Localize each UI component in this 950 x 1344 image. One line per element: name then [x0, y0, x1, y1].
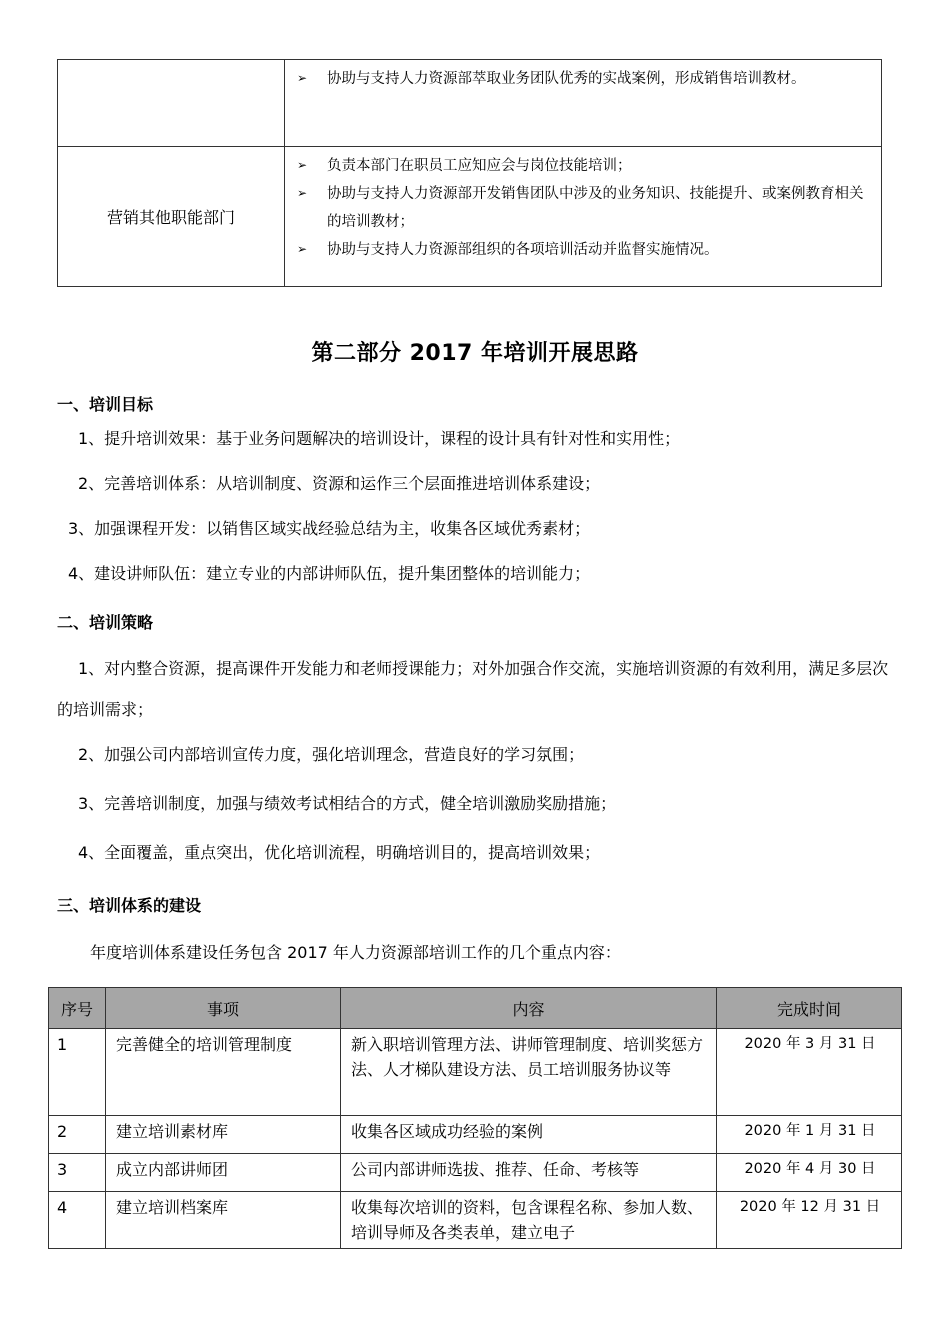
dept-cell: 营销其他职能部门 — [58, 147, 285, 287]
section-heading-system: 三、培训体系的建设 — [57, 896, 202, 915]
cell-item: 建立培训档案库 — [106, 1192, 341, 1249]
column-header: 序号 — [49, 988, 106, 1029]
section-heading-strategy: 二、培训策略 — [57, 613, 154, 632]
duty-item — [297, 236, 867, 264]
duties-cell — [285, 147, 882, 287]
arrow-bullet-icon: ➢ — [297, 71, 308, 85]
cell-date: 2020 年 12 月 31 日 — [717, 1192, 902, 1249]
cell-item: 完善健全的培训管理制度 — [106, 1029, 341, 1116]
cell-content: 收集各区域成功经验的案例 — [341, 1116, 717, 1154]
strategy-item: 2、加强公司内部培训宣传力度，强化培训理念，营造良好的学习氛围； — [78, 745, 585, 764]
arrow-bullet-icon: ➢ — [297, 158, 308, 172]
strategy-item: 1、对内整合资源，提高课件开发能力和老师授课能力；对外加强合作交流，实施培训资源的有效利用，满足多层次的培训需求； — [57, 659, 889, 719]
duty-list — [285, 60, 881, 93]
duty-item — [297, 152, 867, 180]
cell-no: 1 — [49, 1029, 106, 1116]
duty-list — [285, 147, 881, 264]
table-row — [49, 1154, 902, 1192]
cell-content: 公司内部讲师选拔、推荐、任命、考核等 — [341, 1154, 717, 1192]
dept-cell — [58, 60, 285, 147]
responsibility-table — [57, 59, 882, 287]
cell-content: 新入职培训管理方法、讲师管理制度、培训奖惩方法、人才梯队建设方法、员工培训服务协议等 — [341, 1029, 717, 1116]
duty-item — [297, 180, 867, 236]
column-header: 完成时间 — [717, 988, 902, 1029]
cell-content: 收集每次培训的资料，包含课程名称、参加人数、培训导师及各类表单，建立电子 — [341, 1192, 717, 1249]
arrow-bullet-icon: ➢ — [297, 186, 308, 200]
section-intro: 年度培训体系建设任务包含 2017 年人力资源部培训工作的几个重点内容： — [90, 943, 621, 962]
duty-text: 协助与支持人力资源部萃取业务团队优秀的实战案例，形成销售培训教材。 — [327, 71, 806, 87]
table-row — [58, 147, 882, 287]
strategy-item: 3、完善培训制度，加强与绩效考试相结合的方式，健全培训激励奖励措施； — [78, 794, 617, 813]
duty-text: 负责本部门在职员工应知应会与岗位技能培训； — [327, 158, 632, 174]
duty-text: 协助与支持人力资源部开发销售团队中涉及的业务知识、技能提升、或案例教育相关的培训教材； — [327, 186, 864, 230]
table-row — [49, 1029, 902, 1116]
cell-date: 2020 年 4 月 30 日 — [717, 1154, 902, 1192]
cell-no: 4 — [49, 1192, 106, 1249]
section-heading-goals: 一、培训目标 — [57, 395, 154, 414]
table-row — [58, 60, 882, 147]
cell-item: 建立培训素材库 — [106, 1116, 341, 1154]
part-title: 第二部分 2017 年培训开展思路 — [311, 341, 639, 366]
goal-item: 2、完善培训体系：从培训制度、资源和运作三个层面推进培训体系建设； — [78, 474, 601, 493]
cell-date: 2020 年 1 月 31 日 — [717, 1116, 902, 1154]
table-row — [49, 1192, 902, 1249]
table-header-row — [49, 988, 902, 1029]
arrow-bullet-icon: ➢ — [297, 242, 308, 256]
cell-item: 成立内部讲师团 — [106, 1154, 341, 1192]
duties-cell — [285, 60, 882, 147]
goal-item: 4、建设讲师队伍：建立专业的内部讲师队伍，提升集团整体的培训能力； — [68, 564, 591, 583]
duty-item — [297, 65, 867, 93]
duty-text: 协助与支持人力资源部组织的各项培训活动并监督实施情况。 — [327, 242, 719, 258]
table-row — [49, 1116, 902, 1154]
plan-table — [48, 987, 902, 1249]
column-header: 内容 — [341, 988, 717, 1029]
cell-no: 2 — [49, 1116, 106, 1154]
cell-no: 3 — [49, 1154, 106, 1192]
column-header: 事项 — [106, 988, 341, 1029]
cell-date: 2020 年 3 月 31 日 — [717, 1029, 902, 1116]
goal-item: 1、提升培训效果：基于业务问题解决的培训设计，课程的设计具有针对性和实用性； — [78, 429, 681, 448]
strategy-item: 4、全面覆盖，重点突出，优化培训流程，明确培训目的，提高培训效果； — [78, 843, 601, 862]
goal-item: 3、加强课程开发：以销售区域实战经验总结为主，收集各区域优秀素材； — [68, 519, 591, 538]
